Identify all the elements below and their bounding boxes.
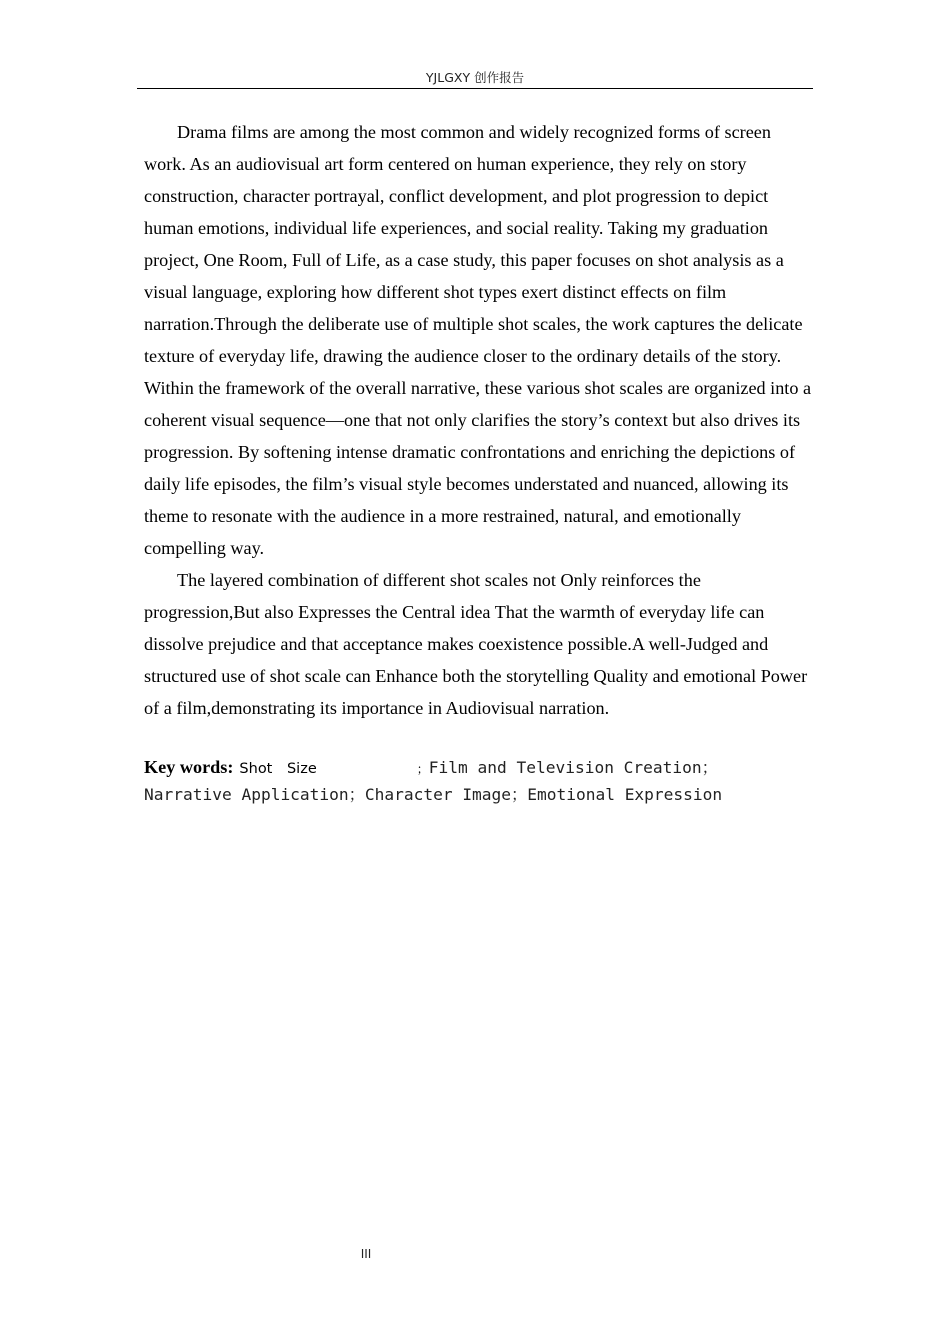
keywords-section bbox=[144, 754, 812, 809]
keyword-item: Film and Television Creation bbox=[428, 758, 702, 777]
header-divider bbox=[137, 88, 813, 89]
keyword-separator: ； bbox=[348, 785, 365, 804]
body-paragraph: Drama films are among the most common and widely recognized forms of screen work. As an audiovisual art form centered on human experience, they rely on story construction, character portrayal, conflict development, and plot progression to depict human emotions, individual life experiences, and social reality. Taking my graduation project, One Room, Full of Life, as a case study, this paper focuses on shot analysis as a visual language, exploring how different shot types exert distinct effects on film narration.Through the deliberate use of multiple shot scales, the work captures the delicate texture of everyday life, drawing the audience closer to the ordinary details of the story. Within the framework of the overall narrative, these various shot scales are organized into a coherent visual sequence—one that not only clarifies the story’s context but also drives its progression. By softening intense dramatic confrontations and enriching the depictions of daily life episodes, the film’s visual style becomes understated and nuanced, allowing its theme to resonate with the audience in a more restrained, natural, and emotionally compelling way. bbox=[144, 122, 812, 558]
keyword-item: Emotional Expression bbox=[527, 785, 723, 804]
keyword-separator: ； bbox=[416, 762, 429, 776]
keywords-label: Key words: bbox=[144, 757, 234, 777]
keyword-item: Narrative Application bbox=[144, 785, 349, 804]
page-header: YJLGXY 创作报告 bbox=[425, 70, 525, 85]
body-paragraph: The layered combination of different shot scales not Only reinforces the progression,But also Expresses the Central idea That the warmth of everyday life can dissolve prejudice and that acceptance makes coexistence possible.A well-Judged and structured use of shot scale can Enhance both the storytelling Quality and emotional Power of a film,demonstrating its importance in Audiovisual narration. bbox=[144, 570, 808, 718]
abstract-body bbox=[144, 116, 812, 724]
keyword-item: Character Image bbox=[364, 785, 512, 804]
page-number: III bbox=[360, 1247, 372, 1261]
keyword-separator: ； bbox=[511, 785, 528, 804]
keyword-separator: ； bbox=[701, 758, 718, 777]
keyword-item: Shot Size bbox=[239, 761, 317, 777]
